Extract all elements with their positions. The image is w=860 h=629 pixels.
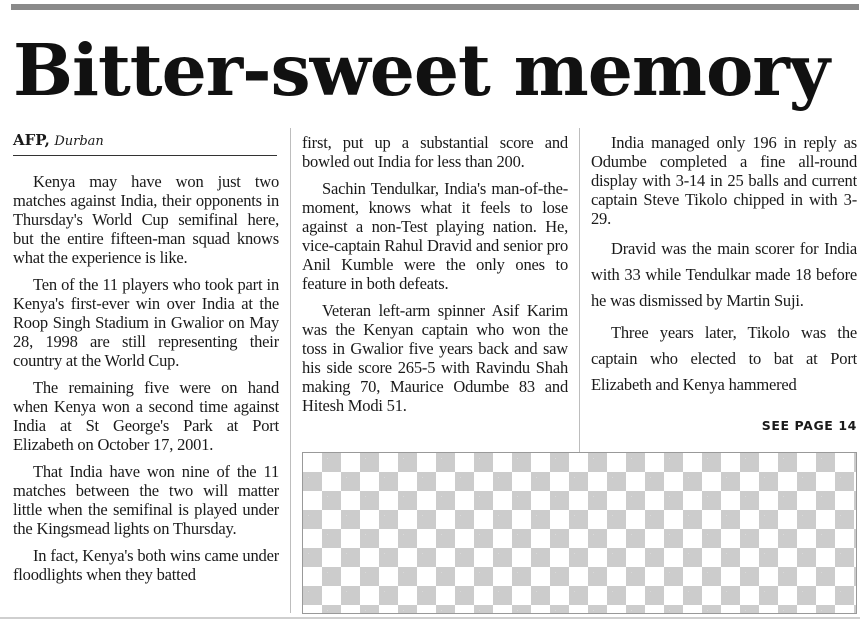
bottom-rule [0, 617, 860, 619]
article-column-2 [302, 133, 568, 443]
paragraph: Kenya may have won just two matches against India, their opponents in Thursday's World Cup semifinal here, but the entire fifteen-man squad knows what the experience is like. [13, 172, 279, 267]
paragraph: India managed only 196 in reply as Odumbe completed a fine all-round display with 3-14 in 25 balls and current captain Steve Tikolo chipped in with 3-29. [591, 133, 857, 228]
top-rule [11, 4, 859, 10]
paragraph: Sachin Tendulkar, India's man-of-the-moment, knows what it feels to lose against a non-Test playing nation. He, vice-captain Rahul Dravid and senior pro Anil Kumble were the only ones to feature in both defeats. [302, 179, 568, 293]
article-column-1 [13, 172, 279, 612]
paragraph: That India have won nine of the 11 matches between the two will matter little when the semifinal is played under the Kingsmead lights on Thursday. [13, 462, 279, 538]
byline-agency: AFP, [13, 131, 50, 149]
byline [13, 130, 277, 156]
column-divider [290, 128, 291, 613]
paragraph: Dravid was the main scorer for India with 33 while Tendulkar made 18 before he was dismissed by Martin Suji. [591, 239, 857, 310]
jump-line: SEE PAGE 14 [761, 418, 857, 433]
headline: Bitter-sweet memory [13, 28, 830, 112]
paragraph: Three years later, Tikolo was the captain who elected to bat at Port Elizabeth and Kenya hammered [591, 323, 857, 394]
paragraph: Ten of the 11 players who took part in Kenya's first-ever win over India at the Roop Singh Stadium in Gwalior on May 28, 1998 are still representing their country at the World Cup. [13, 275, 279, 370]
paragraph: Veteran left-arm spinner Asif Karim was the Kenyan captain who won the toss in Gwalior five years back and saw his side score 265-5 with Ravindu Shah making 70, Maurice Odumbe 83 and Hitesh Modi 51. [302, 301, 568, 415]
paragraph: In fact, Kenya's both wins came under floodlights when they batted [13, 546, 279, 584]
paragraph: The remaining five were on hand when Kenya won a second time against India at St George's Park at Port Elizabeth on October 17, 2001. [13, 378, 279, 454]
article-column-3 [591, 133, 857, 423]
paragraph: first, put up a substantial score and bowled out India for less than 200. [302, 133, 568, 171]
byline-place: Durban [54, 134, 104, 149]
image-placeholder [302, 452, 857, 614]
